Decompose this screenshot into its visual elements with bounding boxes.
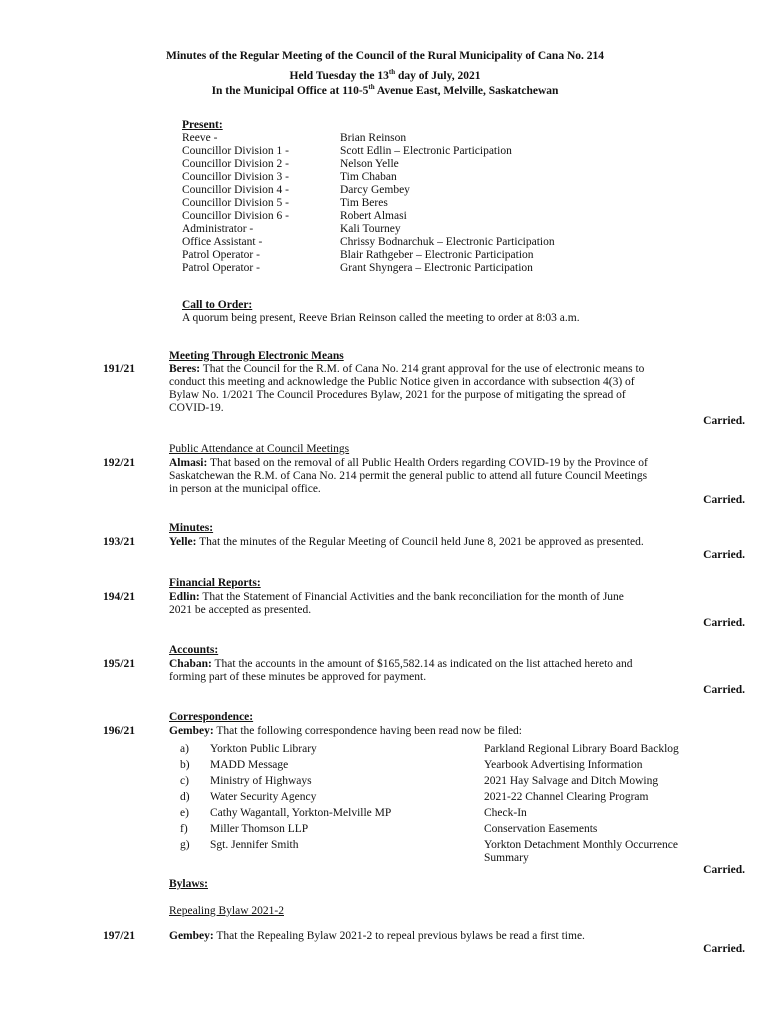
present-role: Administrator -	[182, 223, 254, 235]
present-name: Scott Edlin – Electronic Participation	[340, 145, 512, 157]
motion-number: 196/21	[103, 725, 135, 737]
motion-line: That the accounts in the amount of $165,582.14 as indicated on the list attached hereto and	[214, 658, 633, 670]
motion-heading: Financial Reports:	[169, 577, 261, 589]
present-row	[182, 197, 622, 210]
present-row	[182, 132, 622, 145]
correspondence-right: Parkland Regional Library Board Backlog	[484, 743, 679, 755]
present-role: Councillor Division 4 -	[182, 184, 290, 196]
correspondence-letter: b)	[180, 759, 190, 771]
motion-line: That the Statement of Financial Activities and the bank reconciliation for the month of June	[202, 591, 624, 603]
correspondence-left: MADD Message	[210, 759, 289, 771]
motion-heading: Public Attendance at Council Meetings	[169, 443, 350, 455]
present-role: Councillor Division 1 -	[182, 145, 290, 157]
motion-line: in person at the municipal office.	[169, 483, 321, 495]
correspondence-letter: e)	[180, 807, 189, 819]
motion-mover: Chaban:	[169, 658, 212, 670]
present-row	[182, 262, 622, 275]
meeting-date-text-end: day of July, 2021	[395, 69, 481, 82]
motion-text	[169, 725, 749, 738]
motion-text	[169, 457, 749, 470]
correspondence-left: Cathy Wagantall, Yorkton-Melville MP	[210, 807, 392, 819]
motion-number: 194/21	[103, 591, 135, 603]
bylaws-heading: Bylaws:	[169, 878, 208, 890]
present-role: Councillor Division 6 -	[182, 210, 290, 222]
bylaw-subheading: Repealing Bylaw 2021-2	[169, 905, 284, 917]
present-role: Councillor Division 2 -	[182, 158, 290, 170]
present-name: Darcy Gembey	[340, 184, 410, 196]
present-name: Blair Rathgeber – Electronic Participation	[340, 249, 534, 261]
correspondence-letter: d)	[180, 791, 190, 803]
document-title: Minutes of the Regular Meeting of the Council of the Rural Municipality of Cana No. 214	[165, 50, 605, 62]
motion-text	[169, 658, 749, 671]
motion-line: That the Council for the R.M. of Cana No. 214 grant approval for the use of electronic means to	[202, 363, 645, 375]
meeting-date-text: Held Tuesday the 13	[289, 69, 389, 82]
present-name: Tim Chaban	[340, 171, 397, 183]
motion-number: 193/21	[103, 536, 135, 548]
present-name: Chrissy Bodnarchuk – Electronic Participation	[340, 236, 555, 248]
motion-line: 2021 be accepted as presented.	[169, 604, 312, 616]
motion-text	[169, 363, 749, 376]
meeting-location-sup: th	[368, 83, 375, 91]
present-name: Kali Tourney	[340, 223, 401, 235]
present-name: Brian Reinson	[340, 132, 407, 144]
present-role: Councillor Division 3 -	[182, 171, 290, 183]
present-role: Councillor Division 5 -	[182, 197, 290, 209]
carried-label: Carried.	[703, 494, 745, 506]
motion-text	[169, 930, 749, 943]
motion-heading: Correspondence:	[169, 711, 254, 723]
correspondence-left: Yorkton Public Library	[210, 743, 317, 755]
motion-number: 192/21	[103, 457, 135, 469]
present-role: Patrol Operator -	[182, 249, 260, 261]
motion-line: COVID-19.	[169, 402, 224, 414]
call-to-order-heading: Call to Order:	[182, 299, 253, 311]
motion-heading: Meeting Through Electronic Means	[169, 350, 344, 362]
motion-line: That the Repealing Bylaw 2021-2 to repeal previous bylaws be read a first time.	[216, 930, 585, 942]
correspondence-right: Yearbook Advertising Information	[484, 759, 643, 771]
correspondence-letter: c)	[180, 775, 189, 787]
carried-label: Carried.	[703, 415, 745, 427]
present-role: Reeve -	[182, 132, 218, 144]
motion-line: forming part of these minutes be approved for payment.	[169, 671, 427, 683]
motion-text	[169, 536, 749, 549]
carried-label: Carried.	[703, 549, 745, 561]
motion-line: Saskatchewan the R.M. of Cana No. 214 permit the general public to attend all future Council Meetings	[169, 470, 648, 482]
present-row	[182, 158, 622, 171]
call-to-order-text: A quorum being present, Reeve Brian Reinson called the meeting to order at 8:03 a.m.	[182, 312, 580, 324]
present-row	[182, 145, 622, 158]
present-name: Nelson Yelle	[340, 158, 399, 170]
present-role: Office Assistant -	[182, 236, 263, 248]
present-row	[182, 223, 622, 236]
correspondence-left: Water Security Agency	[210, 791, 317, 803]
motion-mover: Gembey:	[169, 930, 214, 942]
correspondence-letter: g)	[180, 839, 190, 851]
motion-number: 195/21	[103, 658, 135, 670]
present-role: Patrol Operator -	[182, 262, 260, 274]
present-name: Grant Shyngera – Electronic Participation	[340, 262, 533, 274]
motion-heading: Accounts:	[169, 644, 219, 656]
present-row	[182, 249, 622, 262]
correspondence-right: Check-In	[484, 807, 527, 819]
meeting-location-text-end: Avenue East, Melville, Saskatchewan	[374, 84, 559, 97]
motion-line: conduct this meeting and acknowledge the Public Notice given in accordance with subsection 4(3) of	[169, 376, 635, 388]
present-row	[182, 210, 622, 223]
meeting-location	[0, 81, 770, 98]
motion-mover: Beres:	[169, 363, 201, 375]
motion-text	[169, 591, 749, 604]
correspondence-right: 2021 Hay Salvage and Ditch Mowing	[484, 775, 659, 787]
correspondence-left: Sgt. Jennifer Smith	[210, 839, 299, 851]
motion-mover: Gembey:	[169, 725, 214, 737]
motion-line: That the minutes of the Regular Meeting of Council held June 8, 2021 be approved as presented.	[199, 536, 644, 548]
present-row	[182, 171, 622, 184]
correspondence-right: Conservation Easements	[484, 823, 598, 835]
motion-mover: Edlin:	[169, 591, 200, 603]
correspondence-letter: f)	[180, 823, 188, 835]
correspondence-right: Yorkton Detachment Monthly Occurrence Summary	[484, 839, 678, 864]
motion-mover: Yelle:	[169, 536, 197, 548]
correspondence-left: Ministry of Highways	[210, 775, 312, 787]
present-heading: Present:	[182, 119, 223, 131]
motion-line: That based on the removal of all Public Health Orders regarding COVID-19 by the Province of	[210, 457, 648, 469]
present-name: Tim Beres	[340, 197, 388, 209]
motion-heading: Minutes:	[169, 522, 214, 534]
correspondence-right: 2021-22 Channel Clearing Program	[484, 791, 649, 803]
meeting-location-text: In the Municipal Office at 110-5	[211, 84, 369, 97]
motion-mover: Almasi:	[169, 457, 208, 469]
motion-line: That the following correspondence having been read now be filed:	[216, 725, 522, 737]
motion-number: 197/21	[103, 930, 135, 942]
carried-label: Carried.	[703, 617, 745, 629]
carried-label: Carried.	[703, 864, 745, 876]
motion-number: 191/21	[103, 363, 135, 375]
present-row	[182, 184, 622, 197]
motion-line: Bylaw No. 1/2021 The Council Procedures Bylaw, 2021 for the purpose of mitigating the spread of	[169, 389, 626, 401]
present-name: Robert Almasi	[340, 210, 407, 222]
meeting-date-sup: th	[388, 68, 396, 76]
present-row	[182, 236, 622, 249]
carried-label: Carried.	[703, 684, 745, 696]
carried-label: Carried.	[703, 943, 745, 955]
correspondence-left: Miller Thomson LLP	[210, 823, 309, 835]
correspondence-letter: a)	[180, 743, 189, 755]
